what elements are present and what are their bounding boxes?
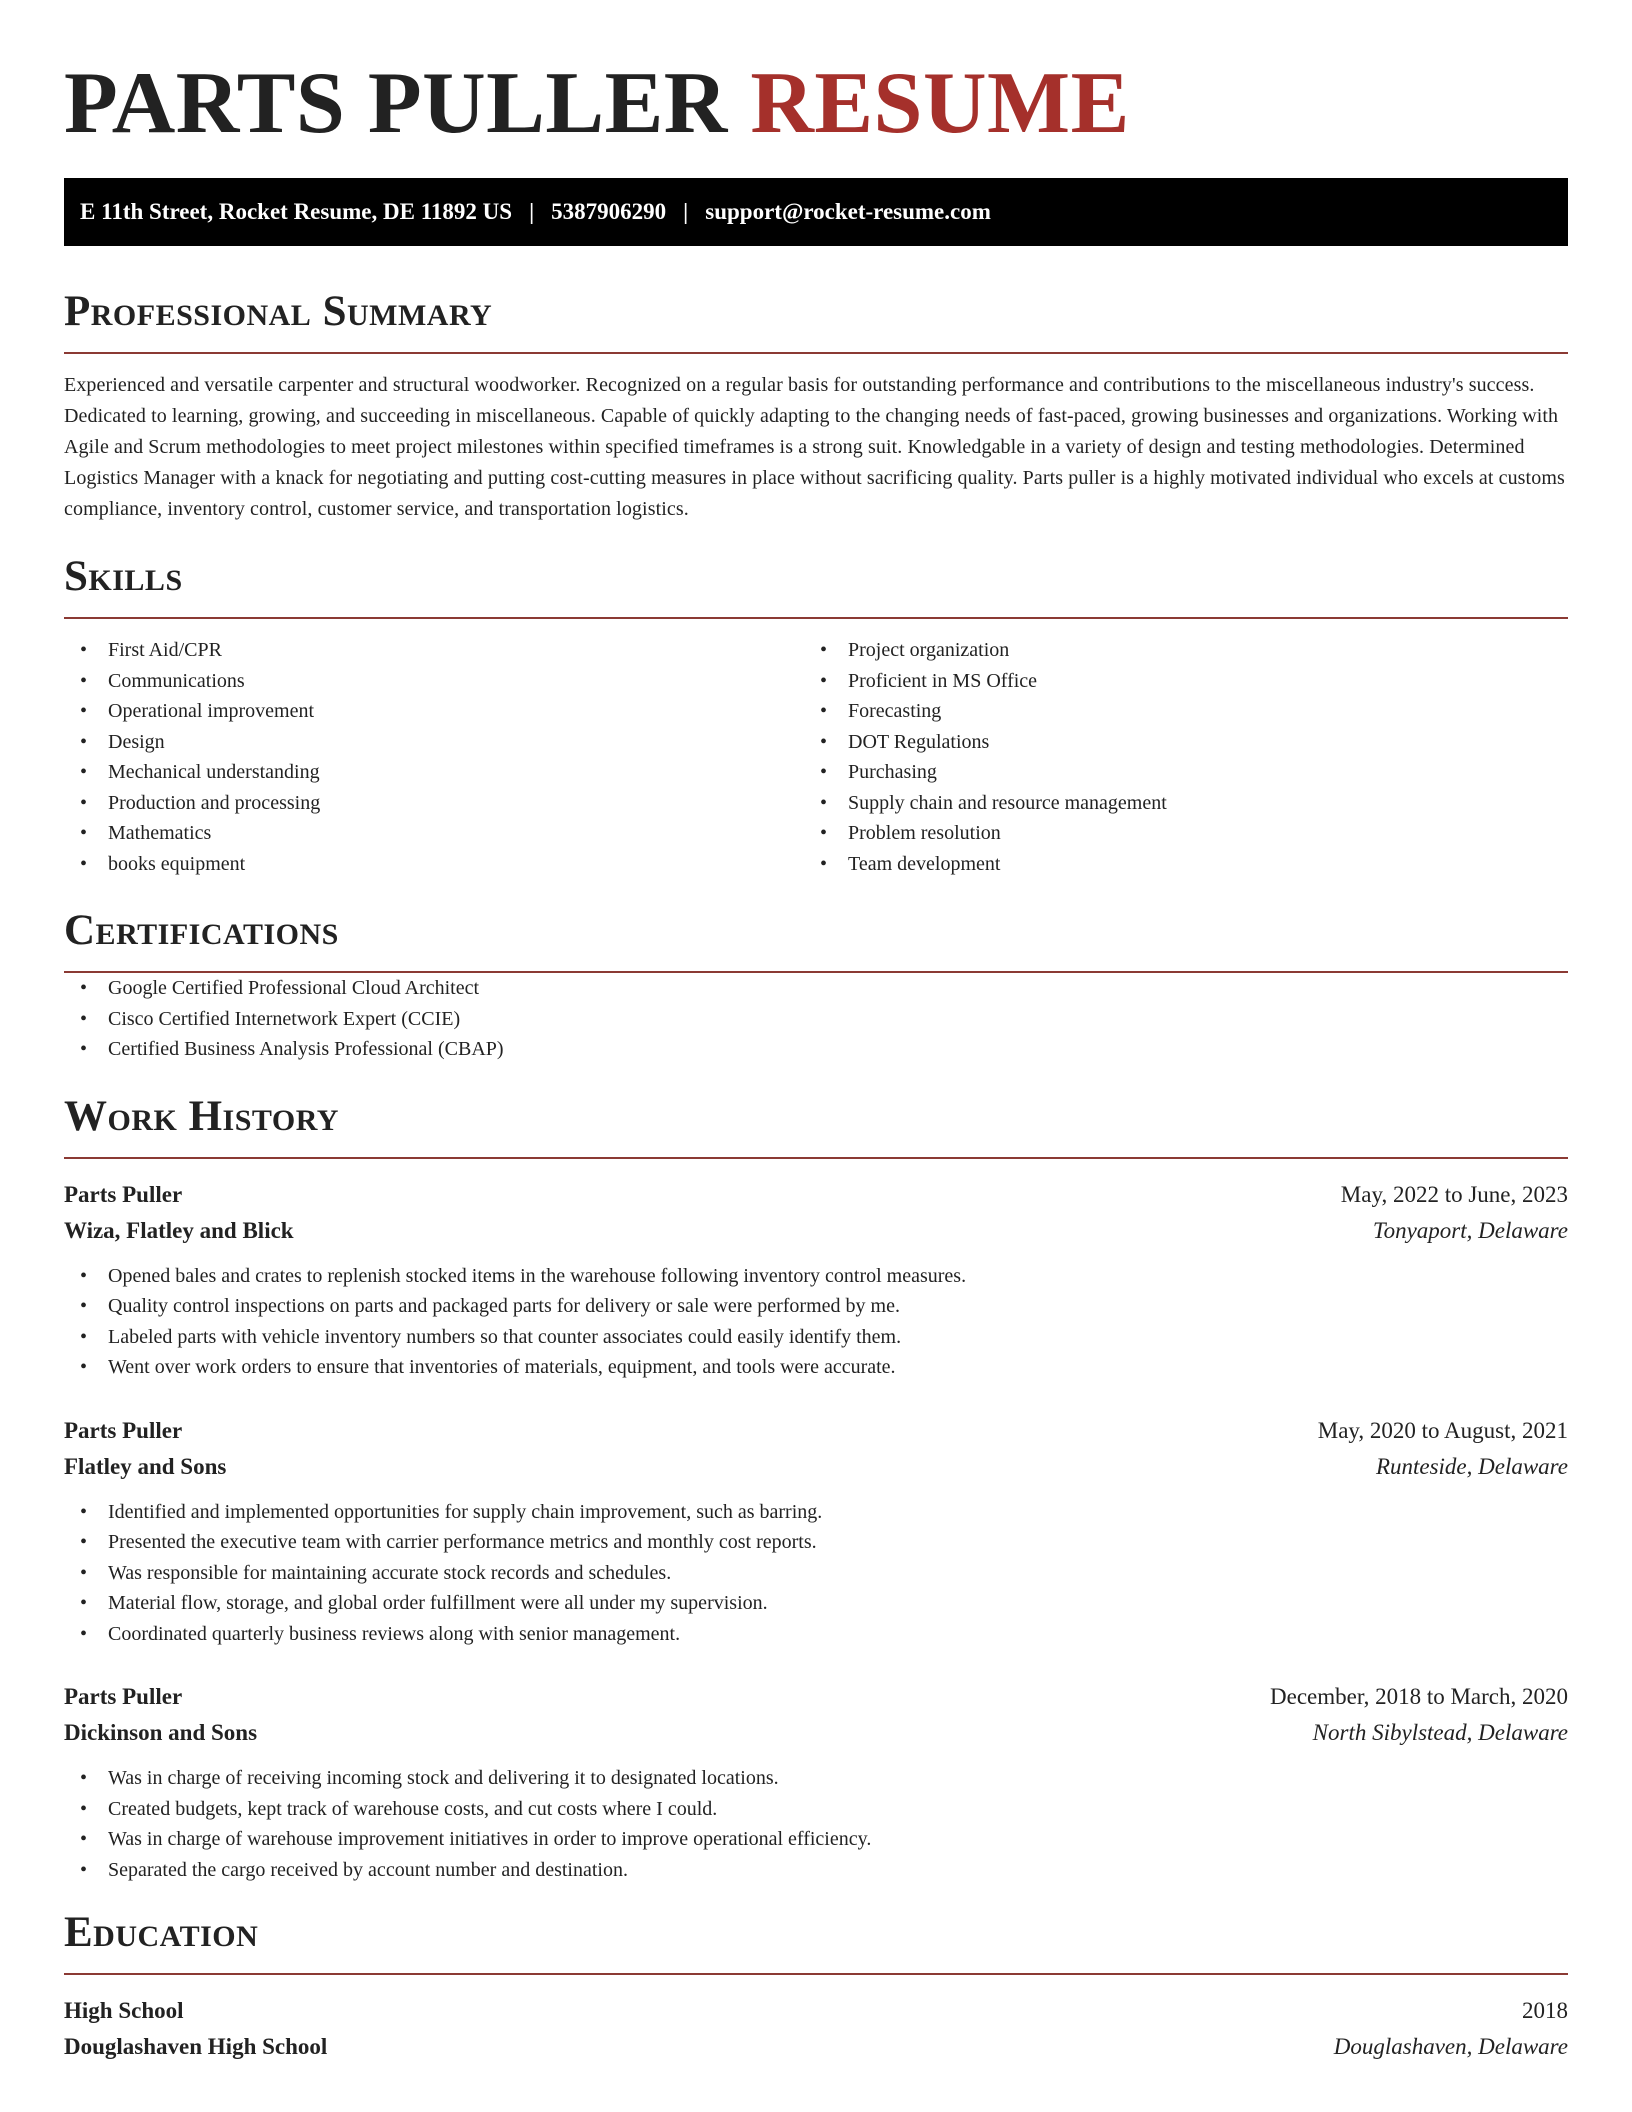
skill-item: • Mathematics xyxy=(64,818,804,849)
education-heading: Education xyxy=(64,1907,1568,1975)
job-title-row xyxy=(64,1679,1568,1715)
skills-grid xyxy=(64,635,1568,879)
job-duty: • Was responsible for maintaining accurate stock records and schedules. xyxy=(64,1558,1568,1589)
skills-heading: Skills xyxy=(64,551,1568,619)
resume-title xyxy=(64,54,1568,154)
skill-item: • Forecasting xyxy=(804,696,1544,727)
job-title-row xyxy=(64,1413,1568,1449)
job-entry xyxy=(64,1177,1568,1383)
title-accent: RESUME xyxy=(750,55,1130,152)
job-duties xyxy=(64,1497,1568,1650)
skill-item: • Supply chain and resource management xyxy=(804,788,1544,819)
contact-separator: | xyxy=(683,199,689,224)
job-entry xyxy=(64,1413,1568,1650)
job-title: Parts Puller xyxy=(64,1417,183,1443)
certification-item: • Cisco Certified Internetwork Expert (CCIE) xyxy=(64,1004,1568,1035)
contact-phone: 5387906290 xyxy=(551,199,667,224)
skill-item: • First Aid/CPR xyxy=(64,635,804,666)
work-history-heading: Work History xyxy=(64,1091,1568,1159)
job-company-row xyxy=(64,1715,1568,1751)
job-entry xyxy=(64,1679,1568,1885)
contact-bar xyxy=(64,178,1568,246)
skill-item: • Production and processing xyxy=(64,788,804,819)
skill-item: • books equipment xyxy=(64,849,804,880)
skills-list-left xyxy=(64,635,804,879)
job-company: Dickinson and Sons xyxy=(64,1720,258,1745)
contact-separator: | xyxy=(529,199,535,224)
skill-item: • Problem resolution xyxy=(804,818,1544,849)
job-title: Parts Puller xyxy=(64,1181,183,1207)
education-year: 2018 xyxy=(1522,1998,1568,2023)
education-school-row xyxy=(64,2029,1568,2065)
job-dates: December, 2018 to March, 2020 xyxy=(1270,1684,1568,1709)
job-duties xyxy=(64,1763,1568,1885)
skill-item: • Operational improvement xyxy=(64,696,804,727)
job-duty: • Opened bales and crates to replenish stocked items in the warehouse following inventory control measures. xyxy=(64,1261,1568,1292)
job-location: Runteside, Delaware xyxy=(1375,1453,1568,1479)
education-degree: High School xyxy=(64,1998,184,2023)
summary-heading: Professional Summary xyxy=(64,286,1568,354)
skill-item: • Project organization xyxy=(804,635,1544,666)
job-dates: May, 2022 to June, 2023 xyxy=(1340,1181,1568,1207)
job-duty: • Went over work orders to ensure that inventories of materials, equipment, and tools were accurate. xyxy=(64,1352,1568,1383)
certifications-heading: Certifications xyxy=(64,905,1568,973)
job-title: Parts Puller xyxy=(64,1684,183,1709)
skill-item: • DOT Regulations xyxy=(804,727,1544,758)
job-duty: • Material flow, storage, and global order fulfillment were all under my supervision. xyxy=(64,1588,1568,1619)
job-duty: • Separated the cargo received by account number and destination. xyxy=(64,1855,1568,1886)
job-duty: • Was in charge of warehouse improvement initiatives in order to improve operational efficiency. xyxy=(64,1824,1568,1855)
education-location: Douglashaven, Delaware xyxy=(1333,2034,1568,2059)
skill-item: • Communications xyxy=(64,666,804,697)
skill-item: • Mechanical understanding xyxy=(64,757,804,788)
education-degree-row xyxy=(64,1993,1568,2029)
job-title-row xyxy=(64,1177,1568,1213)
job-company: Wiza, Flatley and Blick xyxy=(64,1217,294,1243)
job-duty: • Quality control inspections on parts and packaged parts for delivery or sale were performed by me. xyxy=(64,1291,1568,1322)
job-duty: • Presented the executive team with carrier performance metrics and monthly cost reports. xyxy=(64,1527,1568,1558)
job-location: Tonyaport, Delaware xyxy=(1372,1217,1568,1243)
certification-item: • Certified Business Analysis Professional (CBAP) xyxy=(64,1034,1568,1065)
job-duties xyxy=(64,1261,1568,1383)
job-company-row xyxy=(64,1449,1568,1485)
spacer xyxy=(64,1649,1568,1679)
education-school: Douglashaven High School xyxy=(64,2034,328,2059)
skills-list-right xyxy=(804,635,1544,879)
summary-text: Experienced and versatile carpenter and structural woodworker. Recognized on a regular basis for outstanding performance and contributions to the miscellaneous industry's success. Dedicated to learning, growing, and succeeding in miscellaneous. Capable of quickly adapting to the changing needs of fast-paced, growing businesses and organizations. Working with Agile and Scrum methodologies to meet project milestones within specified timeframes is a strong suit. Knowledgable in a variety of design and testing methodologies. Determined Logistics Manager with a knack for negotiating and putting cost-cutting measures in place without sacrificing quality. Parts puller is a highly motivated individual who excels at customs compliance, inventory control, customer service, and transportation logistics. xyxy=(64,374,1565,520)
job-dates: May, 2020 to August, 2021 xyxy=(1317,1417,1568,1443)
spacer xyxy=(64,1383,1568,1413)
skill-item: • Team development xyxy=(804,849,1544,880)
job-duty: • Was in charge of receiving incoming stock and delivering it to designated locations. xyxy=(64,1763,1568,1794)
title-main: PARTS PULLER xyxy=(64,55,728,152)
certifications-list xyxy=(64,973,1568,1065)
education-entry xyxy=(64,1993,1568,2065)
skill-item: • Proficient in MS Office xyxy=(804,666,1544,697)
job-company: Flatley and Sons xyxy=(64,1453,227,1479)
job-company-row xyxy=(64,1213,1568,1249)
certification-item: • Google Certified Professional Cloud Architect xyxy=(64,973,1568,1004)
job-duty: • Created budgets, kept track of warehouse costs, and cut costs where I could. xyxy=(64,1794,1568,1825)
contact-email: support@rocket-resume.com xyxy=(705,199,991,224)
job-duty: • Coordinated quarterly business reviews along with senior management. xyxy=(64,1619,1568,1650)
job-duty: • Identified and implemented opportunities for supply chain improvement, such as barring. xyxy=(64,1497,1568,1528)
job-duty: • Labeled parts with vehicle inventory numbers so that counter associates could easily identify them. xyxy=(64,1322,1568,1353)
contact-address: E 11th Street, Rocket Resume, DE 11892 US xyxy=(80,199,513,224)
skill-item: • Design xyxy=(64,727,804,758)
job-location: North Sibylstead, Delaware xyxy=(1312,1720,1568,1745)
skill-item: • Purchasing xyxy=(804,757,1544,788)
resume-content xyxy=(64,0,1568,2065)
